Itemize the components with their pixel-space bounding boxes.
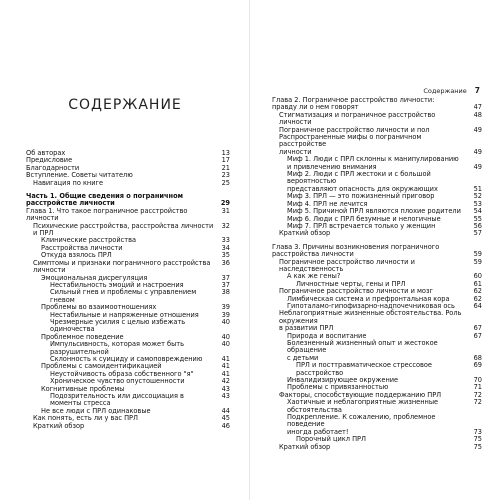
toc-entry-page: 49 bbox=[473, 147, 482, 156]
toc-entry-title: Краткий обзор bbox=[279, 442, 331, 451]
toc-entry-page: 60 bbox=[473, 272, 482, 281]
toc-entry-page: 46 bbox=[221, 421, 230, 430]
toc-entry-title: Сильный гнев и проблемы с управлением гневом bbox=[50, 288, 197, 304]
toc-entry-page: 67 bbox=[473, 324, 482, 333]
toc-entry-page: 31 bbox=[221, 206, 230, 215]
toc-entry-title: Болезненный жизненный опыт и жестокое обращение с детьми bbox=[287, 339, 438, 362]
toc-entry[interactable] bbox=[272, 444, 482, 451]
toc-entry-page: 49 bbox=[473, 162, 482, 171]
page-title: СОДЕРЖАНИЕ bbox=[68, 97, 182, 113]
toc-entry-page: 56 bbox=[473, 221, 482, 230]
toc-entry[interactable] bbox=[26, 180, 230, 187]
toc-entry-page: 72 bbox=[473, 398, 482, 407]
toc-entry[interactable] bbox=[272, 259, 482, 274]
toc-entry[interactable] bbox=[272, 244, 482, 259]
toc-entry-title: Чрезмерные усилия с целью избежать одиночества bbox=[50, 317, 186, 334]
toc-entry[interactable] bbox=[26, 341, 230, 356]
toc-entry-title: Пограничное расстройство личности и пол bbox=[279, 125, 430, 134]
toc-entry-page: 40 bbox=[221, 340, 230, 349]
toc-entry-page: 68 bbox=[473, 353, 482, 362]
toc-entry-page: 41 bbox=[221, 369, 230, 378]
page-number: 7 bbox=[474, 86, 480, 95]
toc-entry-page: 37 bbox=[221, 273, 230, 282]
toc-entry[interactable] bbox=[272, 414, 482, 436]
toc-entry-page: 51 bbox=[473, 184, 482, 193]
toc-entry-title: Откуда взялось ПРЛ bbox=[41, 251, 112, 260]
toc-entry-page: 37 bbox=[221, 280, 230, 289]
toc-entry-title: Распространенные мифы о пограничном расстройстве личности bbox=[279, 133, 422, 156]
toc-entry-page: 29 bbox=[220, 199, 230, 208]
toc-entry-page: 38 bbox=[221, 288, 230, 297]
toc-entry-title: Импульсивность, которая может быть разрушительной bbox=[50, 340, 185, 356]
toc-entry-title: Стигматизация и пограничное расстройство личности bbox=[279, 110, 436, 127]
toc-entry[interactable] bbox=[272, 156, 482, 171]
toc-entry[interactable] bbox=[272, 310, 482, 332]
toc-entry-page: 39 bbox=[221, 303, 230, 312]
toc-entry[interactable] bbox=[272, 97, 482, 112]
toc-entry-title: Клинические расстройства bbox=[41, 236, 136, 245]
toc-entry-page: 21 bbox=[221, 163, 230, 172]
toc-entry-page: 34 bbox=[221, 243, 230, 252]
toc-entry[interactable] bbox=[272, 362, 482, 377]
toc-entry-title: Вступление. Советы читателю bbox=[26, 171, 133, 180]
toc-entry-title: Навигация по книге bbox=[33, 178, 104, 187]
toc-entry[interactable] bbox=[26, 208, 230, 223]
toc-entry-title: Благодарности bbox=[26, 163, 80, 172]
right-toc bbox=[272, 97, 482, 451]
toc-entry-title: Миф 6. Люди с ПРЛ безумные и нелогичные bbox=[287, 214, 441, 223]
toc-entry-title: Когнитивные проблемы bbox=[41, 384, 125, 393]
toc-entry[interactable] bbox=[272, 134, 482, 156]
toc-entry-page: 72 bbox=[473, 390, 482, 399]
toc-entry-page: 59 bbox=[473, 257, 482, 266]
toc-entry-page: 64 bbox=[473, 301, 482, 310]
toc-entry-title: Симптомы и признаки пограничного расстройства личности bbox=[33, 258, 211, 275]
toc-entry-title: Не все люди с ПРЛ одинаковые bbox=[41, 406, 151, 415]
toc-entry-title: Предисловие bbox=[26, 156, 73, 165]
toc-entry-page: 59 bbox=[473, 250, 482, 259]
toc-entry[interactable] bbox=[272, 112, 482, 127]
toc-entry-title: Об авторах bbox=[26, 149, 66, 157]
toc-entry-title: Миф 4. ПРЛ не лечится bbox=[287, 199, 368, 208]
toc-entry-page: 54 bbox=[473, 207, 482, 216]
toc-entry-title: Проблемное поведение bbox=[41, 332, 124, 341]
toc-entry[interactable] bbox=[26, 289, 230, 304]
toc-entry-page: 41 bbox=[221, 362, 230, 371]
toc-entry-title: Проблемы во взаимоотношениях bbox=[41, 303, 157, 312]
toc-entry-page: 45 bbox=[221, 414, 230, 423]
toc-entry-title: Нестабильность эмоций и настроения bbox=[50, 280, 184, 289]
toc-entry-page: 52 bbox=[473, 192, 482, 201]
toc-entry-title: Инвалидизирующее окружение bbox=[287, 376, 399, 385]
toc-entry-title: Подозрительность или диссоциация в моменты стресса bbox=[50, 392, 184, 408]
toc-entry-title: Подкрепление. К сожалению, проблемное поведение иногда работает! bbox=[287, 413, 436, 436]
toc-entry[interactable] bbox=[272, 230, 482, 237]
toc-entry-title: Неустойчивость образа собственного "я" bbox=[50, 369, 194, 378]
toc-entry-title: Миф 2. Люди с ПРЛ жестоки и с большой вероятностью представляют опасность для окружающих bbox=[287, 170, 438, 193]
toc-entry-page: 69 bbox=[473, 361, 482, 370]
toc-entry-page: 67 bbox=[473, 331, 482, 340]
left-toc bbox=[26, 150, 230, 430]
toc-entry-page: 47 bbox=[473, 103, 482, 112]
toc-entry-page: 70 bbox=[473, 376, 482, 385]
toc-entry-page: 44 bbox=[221, 406, 230, 415]
toc-entry-page: 55 bbox=[473, 214, 482, 223]
toc-entry-page: 43 bbox=[221, 384, 230, 393]
toc-entry-page: 73 bbox=[473, 427, 482, 436]
toc-entry-page: 61 bbox=[473, 279, 482, 288]
toc-entry-title: Гипоталамо-гипофизарно-надпочечниковая ось bbox=[287, 301, 455, 310]
toc-entry-title: Как понять, есть ли у вас ПРЛ bbox=[33, 414, 138, 423]
toc-entry-title: Пограничное расстройство личности и мозг bbox=[279, 287, 433, 296]
toc-entry-page: 75 bbox=[473, 435, 482, 444]
running-head-title: Содержание bbox=[423, 87, 467, 95]
toc-entry-page: 53 bbox=[473, 199, 482, 208]
toc-entry-page: 13 bbox=[221, 149, 230, 157]
toc-entry-title: Часть 1. Общие сведения о пограничном расстройстве личности bbox=[26, 192, 184, 208]
toc-entry-page: 32 bbox=[221, 221, 230, 230]
toc-entry-title: Порочный цикл ПРЛ bbox=[296, 435, 366, 444]
toc-entry-title: Природа и воспитание bbox=[287, 331, 367, 340]
toc-entry-title: Глава 3. Причины возникновения пограничного расстройства личности bbox=[272, 242, 440, 259]
toc-entry-title: Психические расстройства, расстройства личности и ПРЛ bbox=[33, 221, 214, 238]
toc-entry[interactable] bbox=[272, 399, 482, 414]
toc-entry-page: 49 bbox=[473, 125, 482, 134]
toc-entry-page: 36 bbox=[221, 258, 230, 267]
toc-entry-title: Краткий обзор bbox=[279, 229, 331, 238]
toc-entry-title: Краткий обзор bbox=[33, 421, 85, 430]
toc-entry-title: Факторы, способствующие поддержанию ПРЛ bbox=[279, 390, 442, 399]
toc-entry-page: 33 bbox=[221, 236, 230, 245]
toc-entry-page: 39 bbox=[221, 310, 230, 319]
toc-entry[interactable] bbox=[26, 193, 230, 208]
toc-entry[interactable] bbox=[26, 423, 230, 430]
toc-entry-title: ПРЛ и посттравматическое стрессовое расстройство bbox=[296, 361, 432, 377]
toc-entry-title: Пограничное расстройство личности и наследственность bbox=[279, 257, 415, 273]
toc-entry[interactable] bbox=[26, 319, 230, 334]
toc-entry-title: Расстройства личности bbox=[41, 243, 123, 252]
toc-entry-page: 75 bbox=[473, 442, 482, 451]
toc-entry-page: 25 bbox=[221, 178, 230, 187]
toc-entry-title: Нестабильные и напряженные отношения bbox=[50, 310, 199, 319]
toc-entry-page: 23 bbox=[221, 171, 230, 180]
right-page bbox=[250, 0, 500, 500]
toc-entry[interactable] bbox=[272, 171, 482, 193]
toc-entry-page: 62 bbox=[473, 287, 482, 296]
toc-entry-page: 41 bbox=[221, 354, 230, 363]
toc-entry-page: 40 bbox=[221, 332, 230, 341]
toc-entry-title: Глава 2. Пограничное расстройство личности: правду ли о нем говорят bbox=[272, 96, 435, 112]
toc-entry-title: Миф 5. Причиной ПРЛ являются плохие родители bbox=[287, 207, 461, 216]
toc-entry-page: 48 bbox=[473, 110, 482, 119]
toc-entry-title: Хаотичные и неблагоприятные жизненные обстоятельства bbox=[287, 398, 439, 414]
toc-entry-title: Миф 3. ПРЛ — это пожизненный приговор bbox=[287, 192, 435, 201]
toc-entry-title: Эмоциональная дисрегуляция bbox=[41, 273, 148, 282]
running-head bbox=[423, 86, 480, 95]
toc-entry-title: Миф 1. Люди с ПРЛ склонны к манипулированию и привлечению внимания bbox=[287, 155, 459, 171]
toc-entry-page: 57 bbox=[473, 229, 482, 238]
toc-entry-title: Личностные черты, гены и ПРЛ bbox=[296, 279, 406, 288]
toc-entry[interactable] bbox=[26, 260, 230, 275]
toc-entry-title: Лимбическая система и префронтальная кора bbox=[287, 294, 450, 303]
toc-entry-title: Склонность к суициду и самоповреждению bbox=[50, 354, 203, 363]
toc-entry-page: 42 bbox=[221, 377, 230, 386]
toc-entry-page: 71 bbox=[473, 383, 482, 392]
toc-entry-title: Глава 1. Что такое пограничное расстройство личности bbox=[26, 206, 188, 223]
toc-entry-title: Проблемы с привязанностью bbox=[287, 383, 389, 392]
toc-entry-page: 35 bbox=[221, 251, 230, 260]
toc-entry-page: 40 bbox=[221, 317, 230, 326]
toc-entry-title: А как же гены? bbox=[287, 272, 341, 281]
toc-entry[interactable] bbox=[26, 393, 230, 408]
toc-entry-title: Проблемы с самоидентификацией bbox=[41, 362, 162, 371]
toc-entry-page: 17 bbox=[221, 156, 230, 165]
toc-entry-page: 62 bbox=[473, 294, 482, 303]
toc-entry-page: 43 bbox=[221, 392, 230, 400]
toc-entry-title: Миф 7. ПРЛ встречается только у женщин bbox=[287, 221, 436, 230]
toc-entry-title: Неблагоприятные жизненные обстоятельства. Роль окружения в развитии ПРЛ bbox=[279, 309, 462, 333]
toc-entry-title: Хроническое чувство опустошенности bbox=[50, 377, 185, 386]
toc-entry[interactable] bbox=[272, 340, 482, 362]
toc-entry[interactable] bbox=[26, 223, 230, 238]
